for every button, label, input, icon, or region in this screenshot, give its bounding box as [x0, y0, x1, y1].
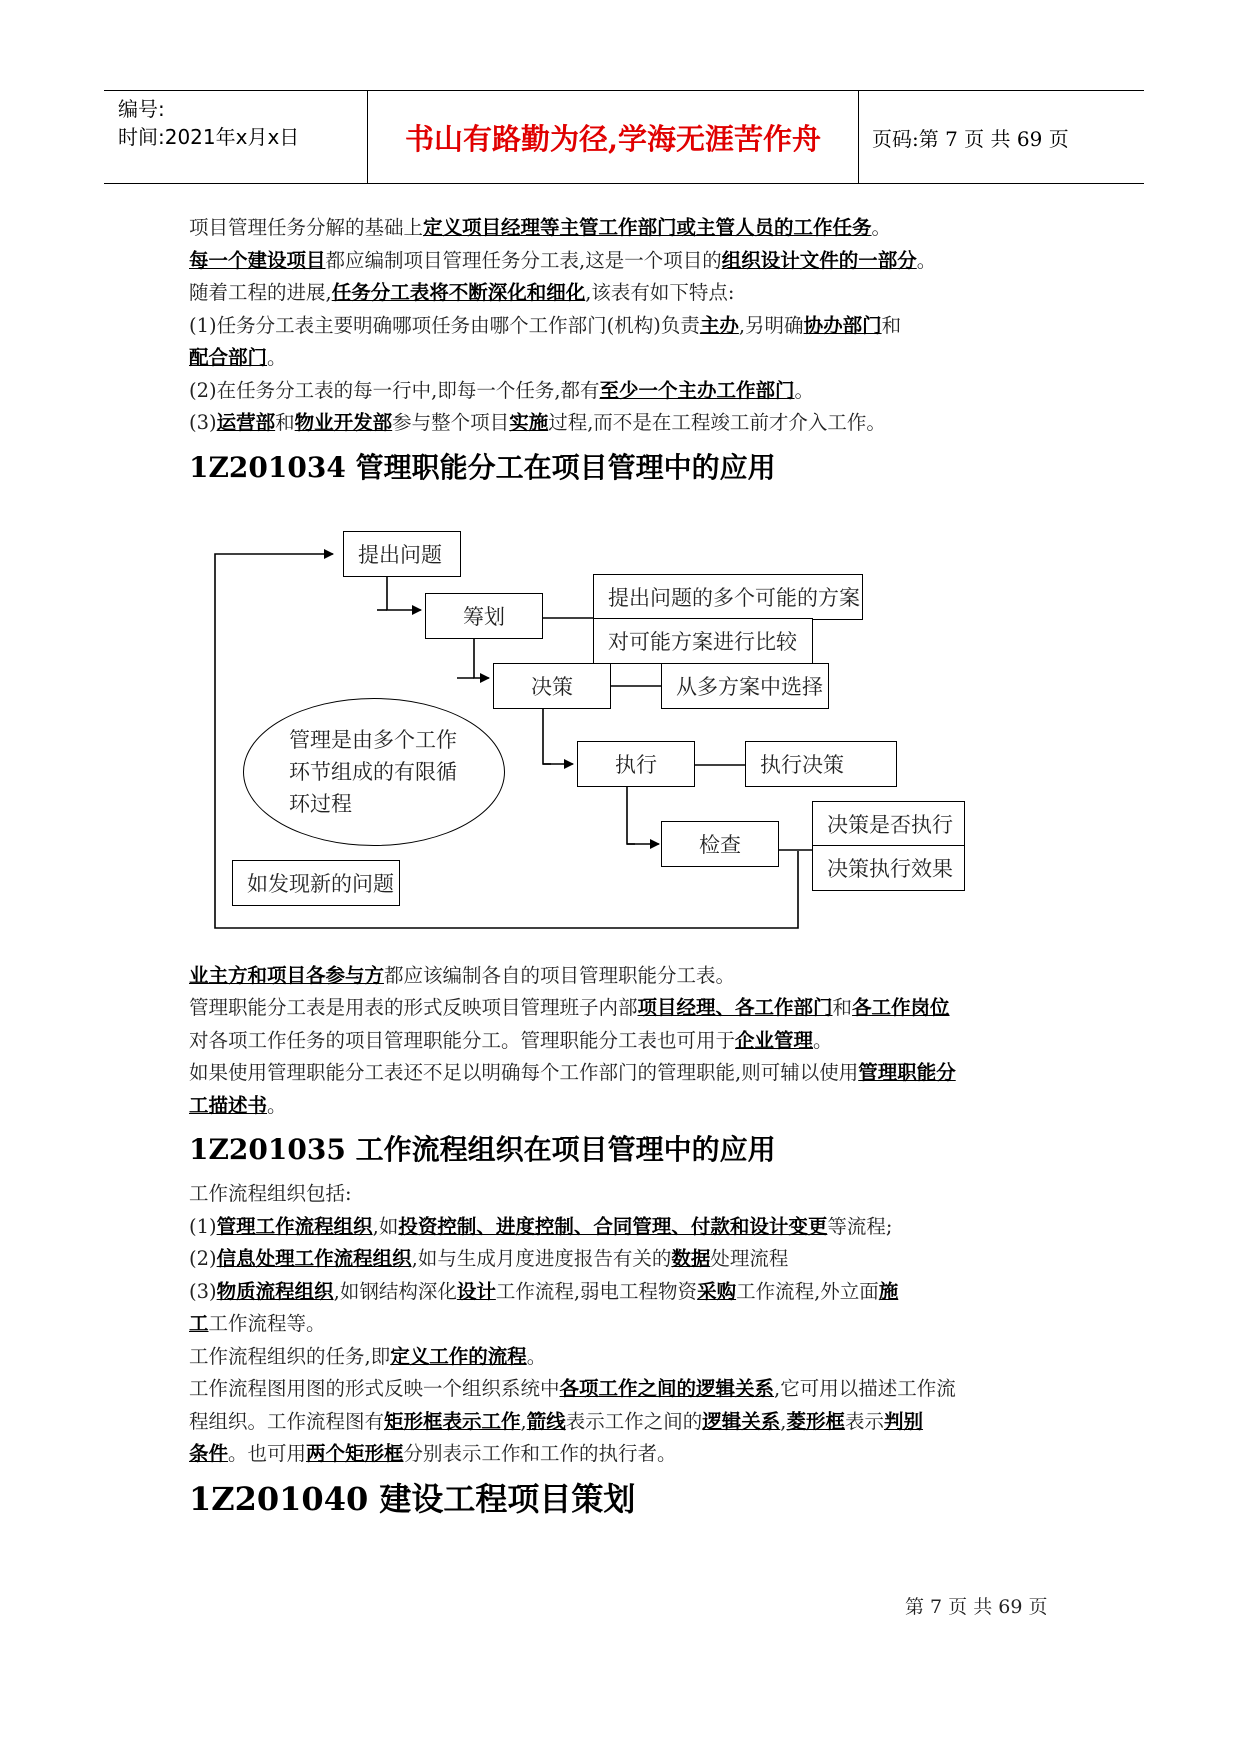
box-plan-option-1: 提出问题的多个可能的方案	[593, 574, 863, 620]
management-cycle-diagram	[189, 496, 1059, 956]
paragraph-line: 工作流程组织包括:	[189, 1182, 352, 1205]
paragraph-line: 随着工程的进展,任务分工表将不断深化和细化,该表有如下特点:	[189, 281, 735, 304]
box-plan: 筹划	[425, 593, 543, 639]
paragraph-line: (2)在任务分工表的每一行中,即每一个任务,都有至少一个主办工作部门。	[189, 378, 815, 402]
header-motto: 书山有路勤为径,学海无涯苦作舟	[367, 91, 859, 183]
cycle-note-text: 管理是由多个工作环节组成的有限循环过程	[289, 727, 457, 816]
box-check: 检查	[661, 821, 779, 867]
box-decide-option: 从多方案中选择	[661, 663, 829, 709]
box-decide: 决策	[493, 663, 611, 709]
paragraph-line: 程组织。工作流程图有矩形框表示工作,箭线表示工作之间的逻辑关系,菱形框表示判别	[189, 1409, 924, 1433]
paragraph-line: 工作流程组织的任务,即定义工作的流程。	[189, 1344, 547, 1368]
section-heading: 1Z201035 工作流程组织在项目管理中的应用	[189, 1133, 776, 1166]
paragraph-line: 每一个建设项目都应编制项目管理任务分工表,这是一个项目的组织设计文件的一部分。	[189, 248, 937, 272]
paragraph-line: 业主方和项目各参与方都应该编制各自的项目管理职能分工表。	[189, 963, 736, 987]
box-check-option-2: 决策执行效果	[812, 845, 965, 891]
paragraph-line: 工描述书。	[189, 1093, 287, 1117]
time-label: 时间:2021年x月x日	[118, 125, 300, 149]
paragraph-line: (3)运营部和物业开发部参与整个项目实施过程,而不是在工程竣工前才介入工作。	[189, 411, 886, 434]
paragraph-line: 工作流程图用图的形式反映一个组织系统中各项工作之间的逻辑关系,它可用以描述工作流	[189, 1377, 956, 1400]
paragraph-line: (2)信息处理工作流程组织,如与生成月度进度报告有关的数据处理流程	[189, 1247, 789, 1270]
document-body	[189, 212, 1059, 1517]
paragraph-line: 条件。也可用两个矩形框分别表示工作和工作的执行者。	[189, 1442, 677, 1465]
paragraph-line: 对各项工作任务的项目管理职能分工。管理职能分工表也可用于企业管理。	[189, 1028, 833, 1052]
box-execute: 执行	[577, 741, 695, 787]
header-info	[118, 95, 363, 179]
serial-label: 编号:	[118, 97, 165, 121]
page-header	[104, 90, 1144, 184]
page-footer: 第 7 页 共 69 页	[905, 1596, 1048, 1618]
box-plan-option-2: 对可能方案进行比较	[593, 618, 813, 664]
box-check-option-1: 决策是否执行	[812, 801, 965, 847]
chapter-heading: 1Z201040 建设工程项目策划	[189, 1479, 636, 1518]
paragraph-line: 工工作流程等。	[189, 1312, 326, 1335]
section-heading: 1Z201034 管理职能分工在项目管理中的应用	[189, 450, 776, 484]
paragraph-line: (3)物质流程组织,如钢结构深化设计工作流程,弱电工程物资采购工作流程,外立面施	[189, 1279, 899, 1303]
paragraph-line: (1)任务分工表主要明确哪项任务由哪个工作部门(机构)负责主办,另明确协办部门和	[189, 313, 902, 337]
cycle-note-ellipse	[243, 698, 505, 846]
header-page-label: 页码:第 7 页 共 69 页	[872, 126, 1069, 151]
paragraph-line: 项目管理任务分解的基础上定义项目经理等主管工作部门或主管人员的工作任务。	[189, 216, 892, 239]
box-execute-option: 执行决策	[745, 741, 897, 787]
paragraph-line: 管理职能分工表是用表的形式反映项目管理班子内部项目经理、各工作部门和各工作岗位	[189, 996, 950, 1019]
paragraph-line: (1)管理工作流程组织,如投资控制、进度控制、合同管理、付款和设计变更等流程;	[189, 1214, 893, 1238]
paragraph-line: 配合部门。	[189, 346, 287, 369]
box-raise-problem: 提出问题	[343, 531, 461, 577]
box-new-problem: 如发现新的问题	[232, 860, 400, 906]
paragraph-line: 如果使用管理职能分工表还不足以明确每个工作部门的管理职能,则可辅以使用管理职能分	[189, 1061, 956, 1084]
